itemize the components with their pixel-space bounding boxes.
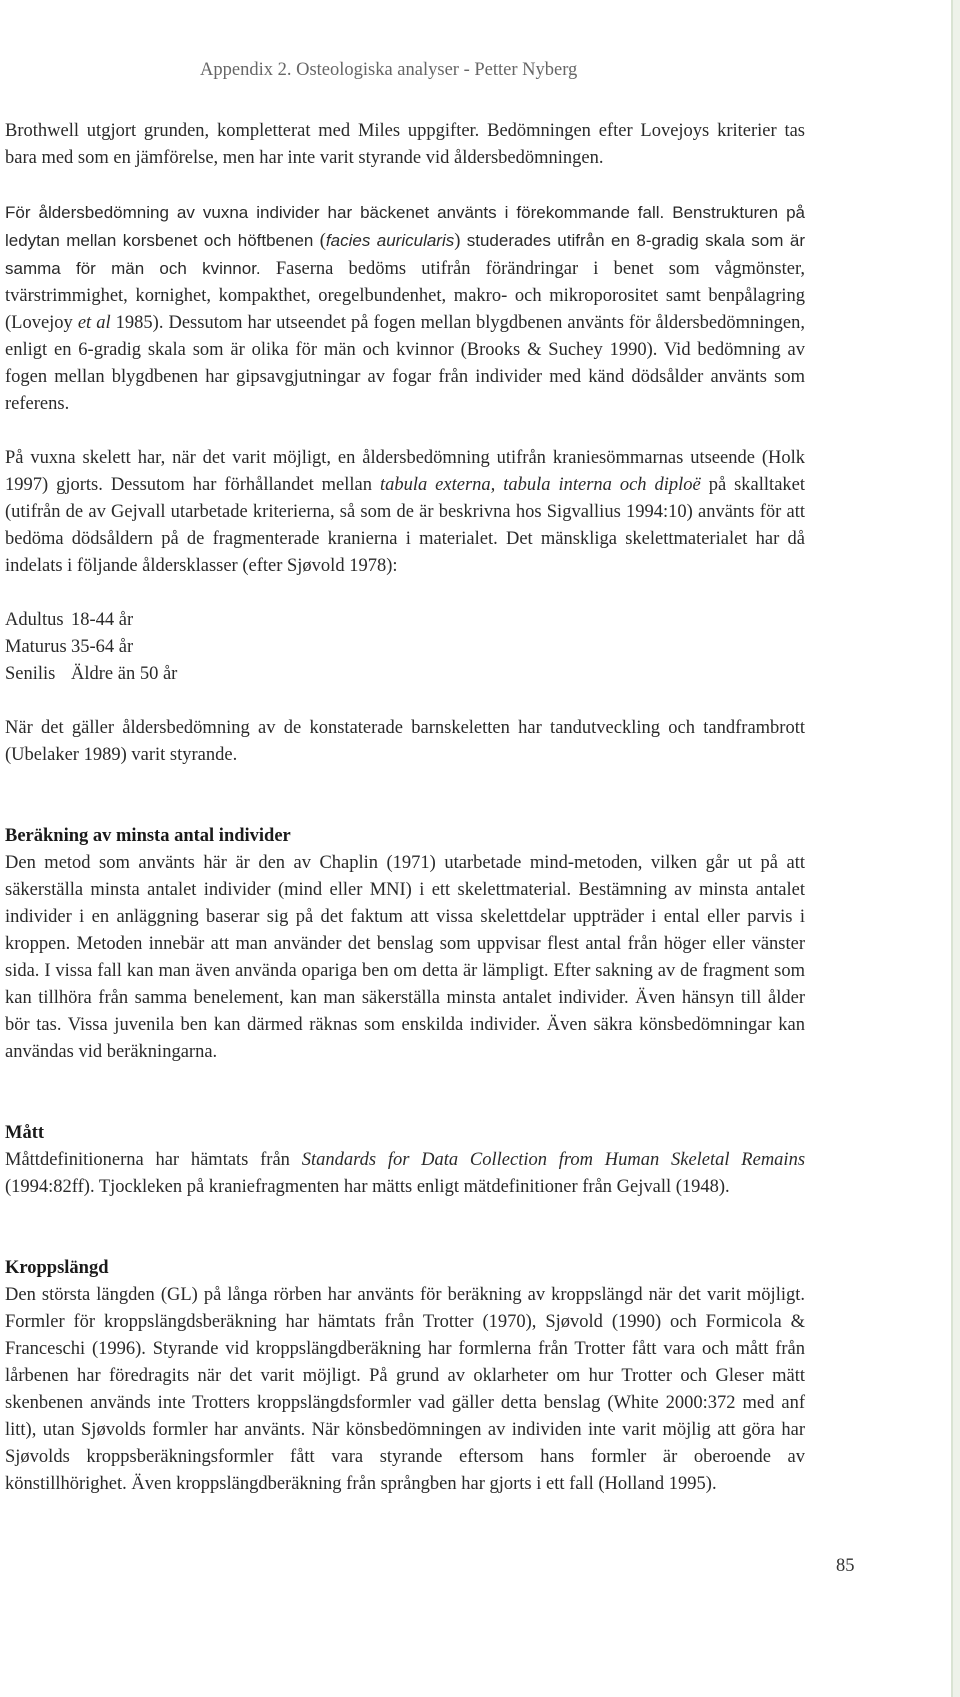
page-number: 85: [836, 1556, 855, 1576]
page-edge: [951, 0, 960, 1697]
document-body: [5, 118, 805, 1498]
pelvis-method-phases: Faserna bedöms utifrån förändringar i benet som vågmönster, tvärstrimmighet, kornighet, kompakthet, oregelbundenhet, makro- och mikroporositet samt benpålagring (Lovejoy: [5, 259, 805, 333]
pelvis-method-end: 1985). Dessutom har utseendet på fogen mellan blygdbenen använts för åldersbedömningen, enligt en 6-gradig skala som är olika för män och kvinnor (Brooks & Suchey 1990). Vid bedömning av fogen mellan blygdbenen har gipsavgjutningar av fogar från individer med känd dödsålder använts som referens.: [5, 313, 806, 414]
et-al-term: et al: [77, 313, 111, 333]
heading-mni: Beräkning av minsta antal individer: [5, 826, 291, 846]
matt-text-end: (1994:82ff). Tjockleken på kraniefragmenten har mätts enligt mätdefinitioner från Gejvall (1948).: [5, 1177, 730, 1197]
paragraph-matt: [5, 1147, 805, 1201]
age-class-row: [5, 634, 805, 661]
age-class-range: 35-64 år: [71, 637, 134, 657]
paragraph-pelvis-method: För åldersbedömning av vuxna individer har bäckenet använts i förekommande fall. Benstrukturen på ledytan mellan korsbenet och höftbenen (facies auricularis) studerades utifrån en 8-gradig skala som är samma för män och kvinnor. Faserna bedöms utifrån förändringar i benet som vågmönster, tvärstrimmighet, kornighet, kompakthet, oregelbundenhet, makro- och mikroporositet samt benpålagring (Lovejoy et al 1985). Dessutom har utseendet på fogen mellan blygdbenen använts för åldersbedömningen, enligt en 6-gradig skala som är olika för män och kvinnor (Brooks & Suchey 1990). Vid bedömning av fogen mellan blygdbenen har gipsavgjutningar av fogar från individer med känd dödsålder använts som referens.: [5, 203, 806, 414]
paragraph-child-age: När det gäller åldersbedömning av de konstaterade barnskeletten har tandutveckling och tandframbrott (Ubelaker 1989) varit styrande.: [5, 718, 805, 765]
cranial-method-start: På vuxna skelett har, när det varit möjligt, en åldersbedömning utifrån kraniesömmarnas utseende (Holk 1997) gjorts. Dessutom har förhållandet mellan: [5, 448, 805, 495]
paragraph-brothwell: Brothwell utgjort grunden, kompletterat med Miles uppgifter. Bedömningen efter Lovejoys kriterier tas bara med som en jämförelse, men har inte varit styrande vid åldersbedömningen.: [5, 121, 805, 168]
heading-kroppslangd: Kroppslängd: [5, 1258, 109, 1278]
age-class-range: Äldre än 50 år: [71, 664, 178, 684]
age-class-term: Adultus: [5, 610, 64, 630]
facies-term: facies auricularis: [325, 231, 455, 250]
paragraph-mni: Den metod som använts här är den av Chaplin (1971) utarbetade mind-metoden, vilken går ut på att säkerställa minsta antalet individer (mind eller MNI) i ett skelettmaterial. Bestämning av minsta antalet individer i en anläggning baserar sig på det faktum att vissa skelettdelar uppträder i ental eller parvis i kroppen. Metoden innebär att man använder det benslag som uppvisar flest antal från höger eller vänster sida. I vissa fall kan man även använda opariga ben om detta är lämpligt. Efter sakning av de fragment som kan tillhöra från samma benelement, kan man säkerställa minsta antalet individer. Även hänsyn till ålder bör tas. Vissa juvenila ben kan därmed räknas som enskilda individer. Även säkra könsbedömningar kan användas vid beräkningarna.: [5, 853, 805, 1062]
tabula-terms: tabula externa, tabula interna och diploë: [379, 475, 701, 495]
pelvis-method-scale: studerades utifrån en 8-gradig skala som är samma för män och kvinnor.: [5, 231, 805, 278]
age-class-row: [5, 661, 805, 688]
age-class-term: Senilis: [5, 664, 56, 684]
age-class-range: 18-44 år: [71, 610, 134, 630]
running-header: Appendix 2. Osteologiska analyser - Petter Nyberg: [200, 60, 578, 80]
paragraph-kroppslangd: Den största längden (GL) på långa rörben har använts för beräkning av kroppslängd när det varit möjligt. Formler för kroppslängdsberäkning har hämtats från Trotter (1970), Sjøvold (1990) och Formicola & Franceschi (1996). Styrande vid kroppslängdberäkning har formlerna från Trotter fått vara och mått från lårbenen har föredragits när det varit möjligt. På grund av oklarheter om hur Trotter och Gleser mätt skenbenen används inte Trotters kroppslängdsformler vad gäller detta benslag (White 2000:372 med anf litt), utan Sjøvolds formler har använts. När könsbedömningen av individen inte varit möjlig att göra har Sjøvolds kroppsberäkningsformler fått vara styrande eftersom hans formler är oberoende av könstillhörighet. Även kroppslängdberäkning från språngben har gjorts i ett fall (Holland 1995).: [5, 1285, 805, 1494]
paragraph-cranial-method: [5, 445, 805, 580]
standards-title: Standards for Data Collection from Human Skeletal Remains: [301, 1150, 806, 1170]
pelvis-method-intro: För åldersbedömning av vuxna individer har bäckenet använts i förekommande fall. Benstrukturen på ledytan mellan korsbenet och höftbenen: [5, 203, 805, 250]
age-class-term: Maturus: [5, 637, 67, 657]
cranial-method-end: på skalltaket (utifrån de av Gejvall utarbetade kriterierna, så som de är beskrivna hos Sigvallius 1994:10) använts för att bedöma dödsåldern på de fragmenterade kranierna i materialet. Det mänskliga skelettmaterialet har då indelats i följande åldersklasser (efter Sjøvold 1978):: [5, 475, 806, 576]
matt-text-start: Måttdefinitionerna har hämtats från: [5, 1150, 290, 1170]
heading-matt: Mått: [5, 1123, 45, 1143]
age-class-row: [5, 607, 805, 634]
age-class-list: [5, 607, 805, 688]
